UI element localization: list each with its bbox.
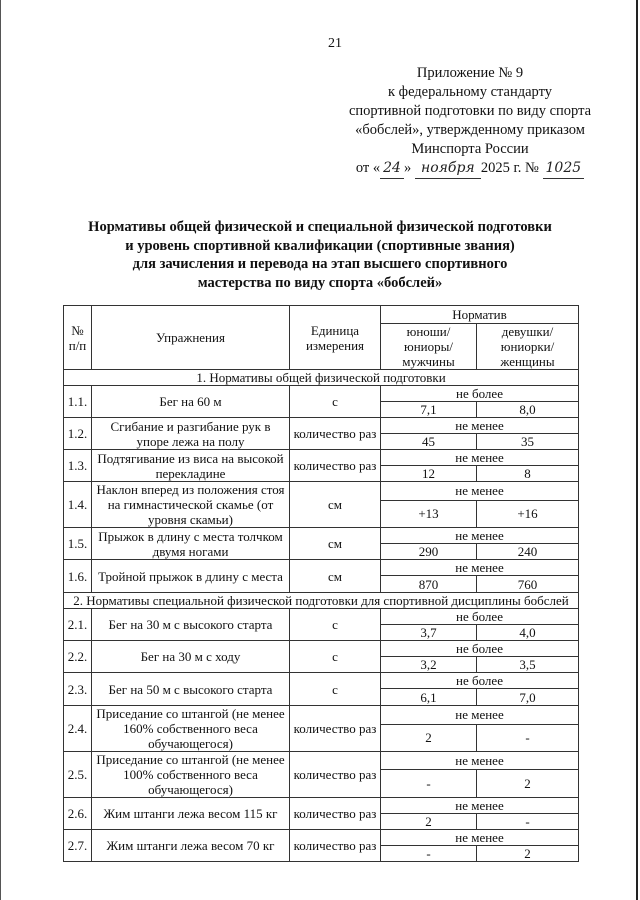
value-female: 240 <box>477 544 579 560</box>
row-number: 2.3. <box>64 673 92 706</box>
norm-qualifier: не более <box>381 386 579 402</box>
value-female: - <box>477 814 579 830</box>
value-female: 8,0 <box>477 402 579 418</box>
appendix-line: спортивной подготовки по виду спорта <box>348 103 592 119</box>
row-number: 1.5. <box>64 528 92 560</box>
table-row <box>64 706 579 725</box>
exercise-name: Жим штанги лежа весом 70 кг <box>92 830 290 862</box>
appendix-line: «бобслей», утвержденному приказом <box>355 122 585 138</box>
value-female: +16 <box>477 500 579 527</box>
unit: с <box>290 641 381 673</box>
value-male: 3,2 <box>381 657 477 673</box>
title-line: для зачисления и перевода на этап высшего спортивного <box>132 256 508 272</box>
unit: количество раз <box>290 450 381 482</box>
section-title: 1. Нормативы общей физической подготовки <box>64 370 579 386</box>
header-exercise: Упражнения <box>92 306 290 370</box>
table-row <box>64 830 579 846</box>
norm-qualifier: не менее <box>381 752 579 770</box>
table-row <box>64 450 579 466</box>
exercise-name: Сгибание и разгибание рук в упоре лежа на полу <box>92 418 290 450</box>
norm-qualifier: не менее <box>381 418 579 434</box>
unit: количество раз <box>290 752 381 798</box>
row-number: 1.6. <box>64 560 92 593</box>
norm-qualifier: не менее <box>381 798 579 814</box>
norm-qualifier: не менее <box>381 482 579 501</box>
exercise-name: Жим штанги лежа весом 115 кг <box>92 798 290 830</box>
table-row <box>64 641 579 657</box>
unit: количество раз <box>290 830 381 862</box>
unit: с <box>290 386 381 418</box>
exercise-name: Прыжок в длину с места толчком двумя ногами <box>92 528 290 560</box>
exercise-name: Приседание со штангой (не менее 160% собственного веса обучающегося) <box>92 706 290 752</box>
value-male: - <box>381 770 477 798</box>
value-male: 6,1 <box>381 689 477 706</box>
value-male: 3,7 <box>381 625 477 641</box>
page-number: 21 <box>328 36 342 51</box>
date-mid: » <box>403 160 412 176</box>
value-female: 7,0 <box>477 689 579 706</box>
value-male: 870 <box>381 576 477 593</box>
date-prefix: от « <box>355 160 381 176</box>
appendix-line: Приложение № 9 <box>416 65 524 81</box>
exercise-name: Приседание со штангой (не менее 100% собственного веса обучающегося) <box>92 752 290 798</box>
table-row <box>64 673 579 689</box>
row-number: 2.7. <box>64 830 92 862</box>
value-male: 2 <box>381 814 477 830</box>
row-number: 2.6. <box>64 798 92 830</box>
order-date-line <box>330 159 610 179</box>
table-row <box>64 798 579 814</box>
value-female: 760 <box>477 576 579 593</box>
table-row <box>64 418 579 434</box>
norm-qualifier: не более <box>381 609 579 625</box>
value-male: +13 <box>381 500 477 527</box>
table-row <box>64 609 579 625</box>
table-row <box>64 482 579 501</box>
row-number: 1.3. <box>64 450 92 482</box>
unit: с <box>290 673 381 706</box>
exercise-name: Бег на 30 м с ходу <box>92 641 290 673</box>
unit: см <box>290 482 381 528</box>
exercise-name: Бег на 60 м <box>92 386 290 418</box>
value-male: 290 <box>381 544 477 560</box>
exercise-name: Наклон вперед из положения стоя на гимнастической скамье (от уровня скамьи) <box>92 482 290 528</box>
appendix-header <box>330 64 610 179</box>
header-norm: Норматив <box>381 306 579 324</box>
handwritten-day: 24 <box>380 159 404 179</box>
row-number: 2.4. <box>64 706 92 752</box>
unit: количество раз <box>290 798 381 830</box>
norm-qualifier: не менее <box>381 830 579 846</box>
norm-qualifier: не более <box>381 641 579 657</box>
row-number: 2.2. <box>64 641 92 673</box>
row-number: 1.4. <box>64 482 92 528</box>
table-row <box>64 386 579 402</box>
value-female: 2 <box>477 846 579 862</box>
page-edge-left <box>0 0 1 900</box>
norms-table <box>63 305 579 862</box>
handwritten-month: ноября <box>415 159 481 179</box>
value-male: 12 <box>381 466 477 482</box>
unit: см <box>290 528 381 560</box>
row-number: 2.1. <box>64 609 92 641</box>
unit: количество раз <box>290 706 381 752</box>
unit: количество раз <box>290 418 381 450</box>
norm-qualifier: не более <box>381 673 579 689</box>
date-year: 2025 г. № <box>480 160 539 176</box>
norm-qualifier: не менее <box>381 450 579 466</box>
value-male: - <box>381 846 477 862</box>
section-title: 2. Нормативы специальной физической подготовки для спортивной дисциплины бобслей <box>64 593 579 609</box>
value-female: 3,5 <box>477 657 579 673</box>
header-female: девушки/ юниорки/ женщины <box>477 324 579 370</box>
table-body <box>64 370 579 862</box>
title-line: и уровень спортивной квалификации (спортивные звания) <box>125 237 515 254</box>
exercise-name: Подтягивание из виса на высокой перекладине <box>92 450 290 482</box>
handwritten-order-number: 1025 <box>543 159 585 179</box>
table-row <box>64 560 579 576</box>
exercise-name: Тройной прыжок в длину с места <box>92 560 290 593</box>
value-male: 7,1 <box>381 402 477 418</box>
exercise-name: Бег на 30 м с высокого старта <box>92 609 290 641</box>
unit: с <box>290 609 381 641</box>
header-male: юноши/ юниоры/ мужчины <box>381 324 477 370</box>
norm-qualifier: не менее <box>381 706 579 725</box>
table-row <box>64 752 579 770</box>
section-row <box>64 370 579 386</box>
row-number: 2.5. <box>64 752 92 798</box>
appendix-line: к федеральному стандарту <box>388 84 552 100</box>
title-line: мастерства по виду спорта «бобслей» <box>197 274 443 291</box>
value-female: 8 <box>477 466 579 482</box>
header-num: № п/п <box>64 306 92 370</box>
page-edge-right <box>636 0 638 900</box>
table-row <box>64 528 579 544</box>
appendix-line: Минспорта России <box>411 141 529 157</box>
value-female: 2 <box>477 770 579 798</box>
row-number: 1.2. <box>64 418 92 450</box>
title-line: Нормативы общей физической и специальной физической подготовки <box>88 219 552 235</box>
value-male: 2 <box>381 724 477 751</box>
section-row <box>64 593 579 609</box>
value-male: 45 <box>381 434 477 450</box>
norm-qualifier: не менее <box>381 528 579 544</box>
header-unit: Единица измерения <box>290 306 381 370</box>
document-title <box>70 218 570 292</box>
exercise-name: Бег на 50 м с высокого старта <box>92 673 290 706</box>
unit: см <box>290 560 381 593</box>
value-female: - <box>477 724 579 751</box>
value-female: 4,0 <box>477 625 579 641</box>
row-number: 1.1. <box>64 386 92 418</box>
value-female: 35 <box>477 434 579 450</box>
norm-qualifier: не менее <box>381 560 579 576</box>
